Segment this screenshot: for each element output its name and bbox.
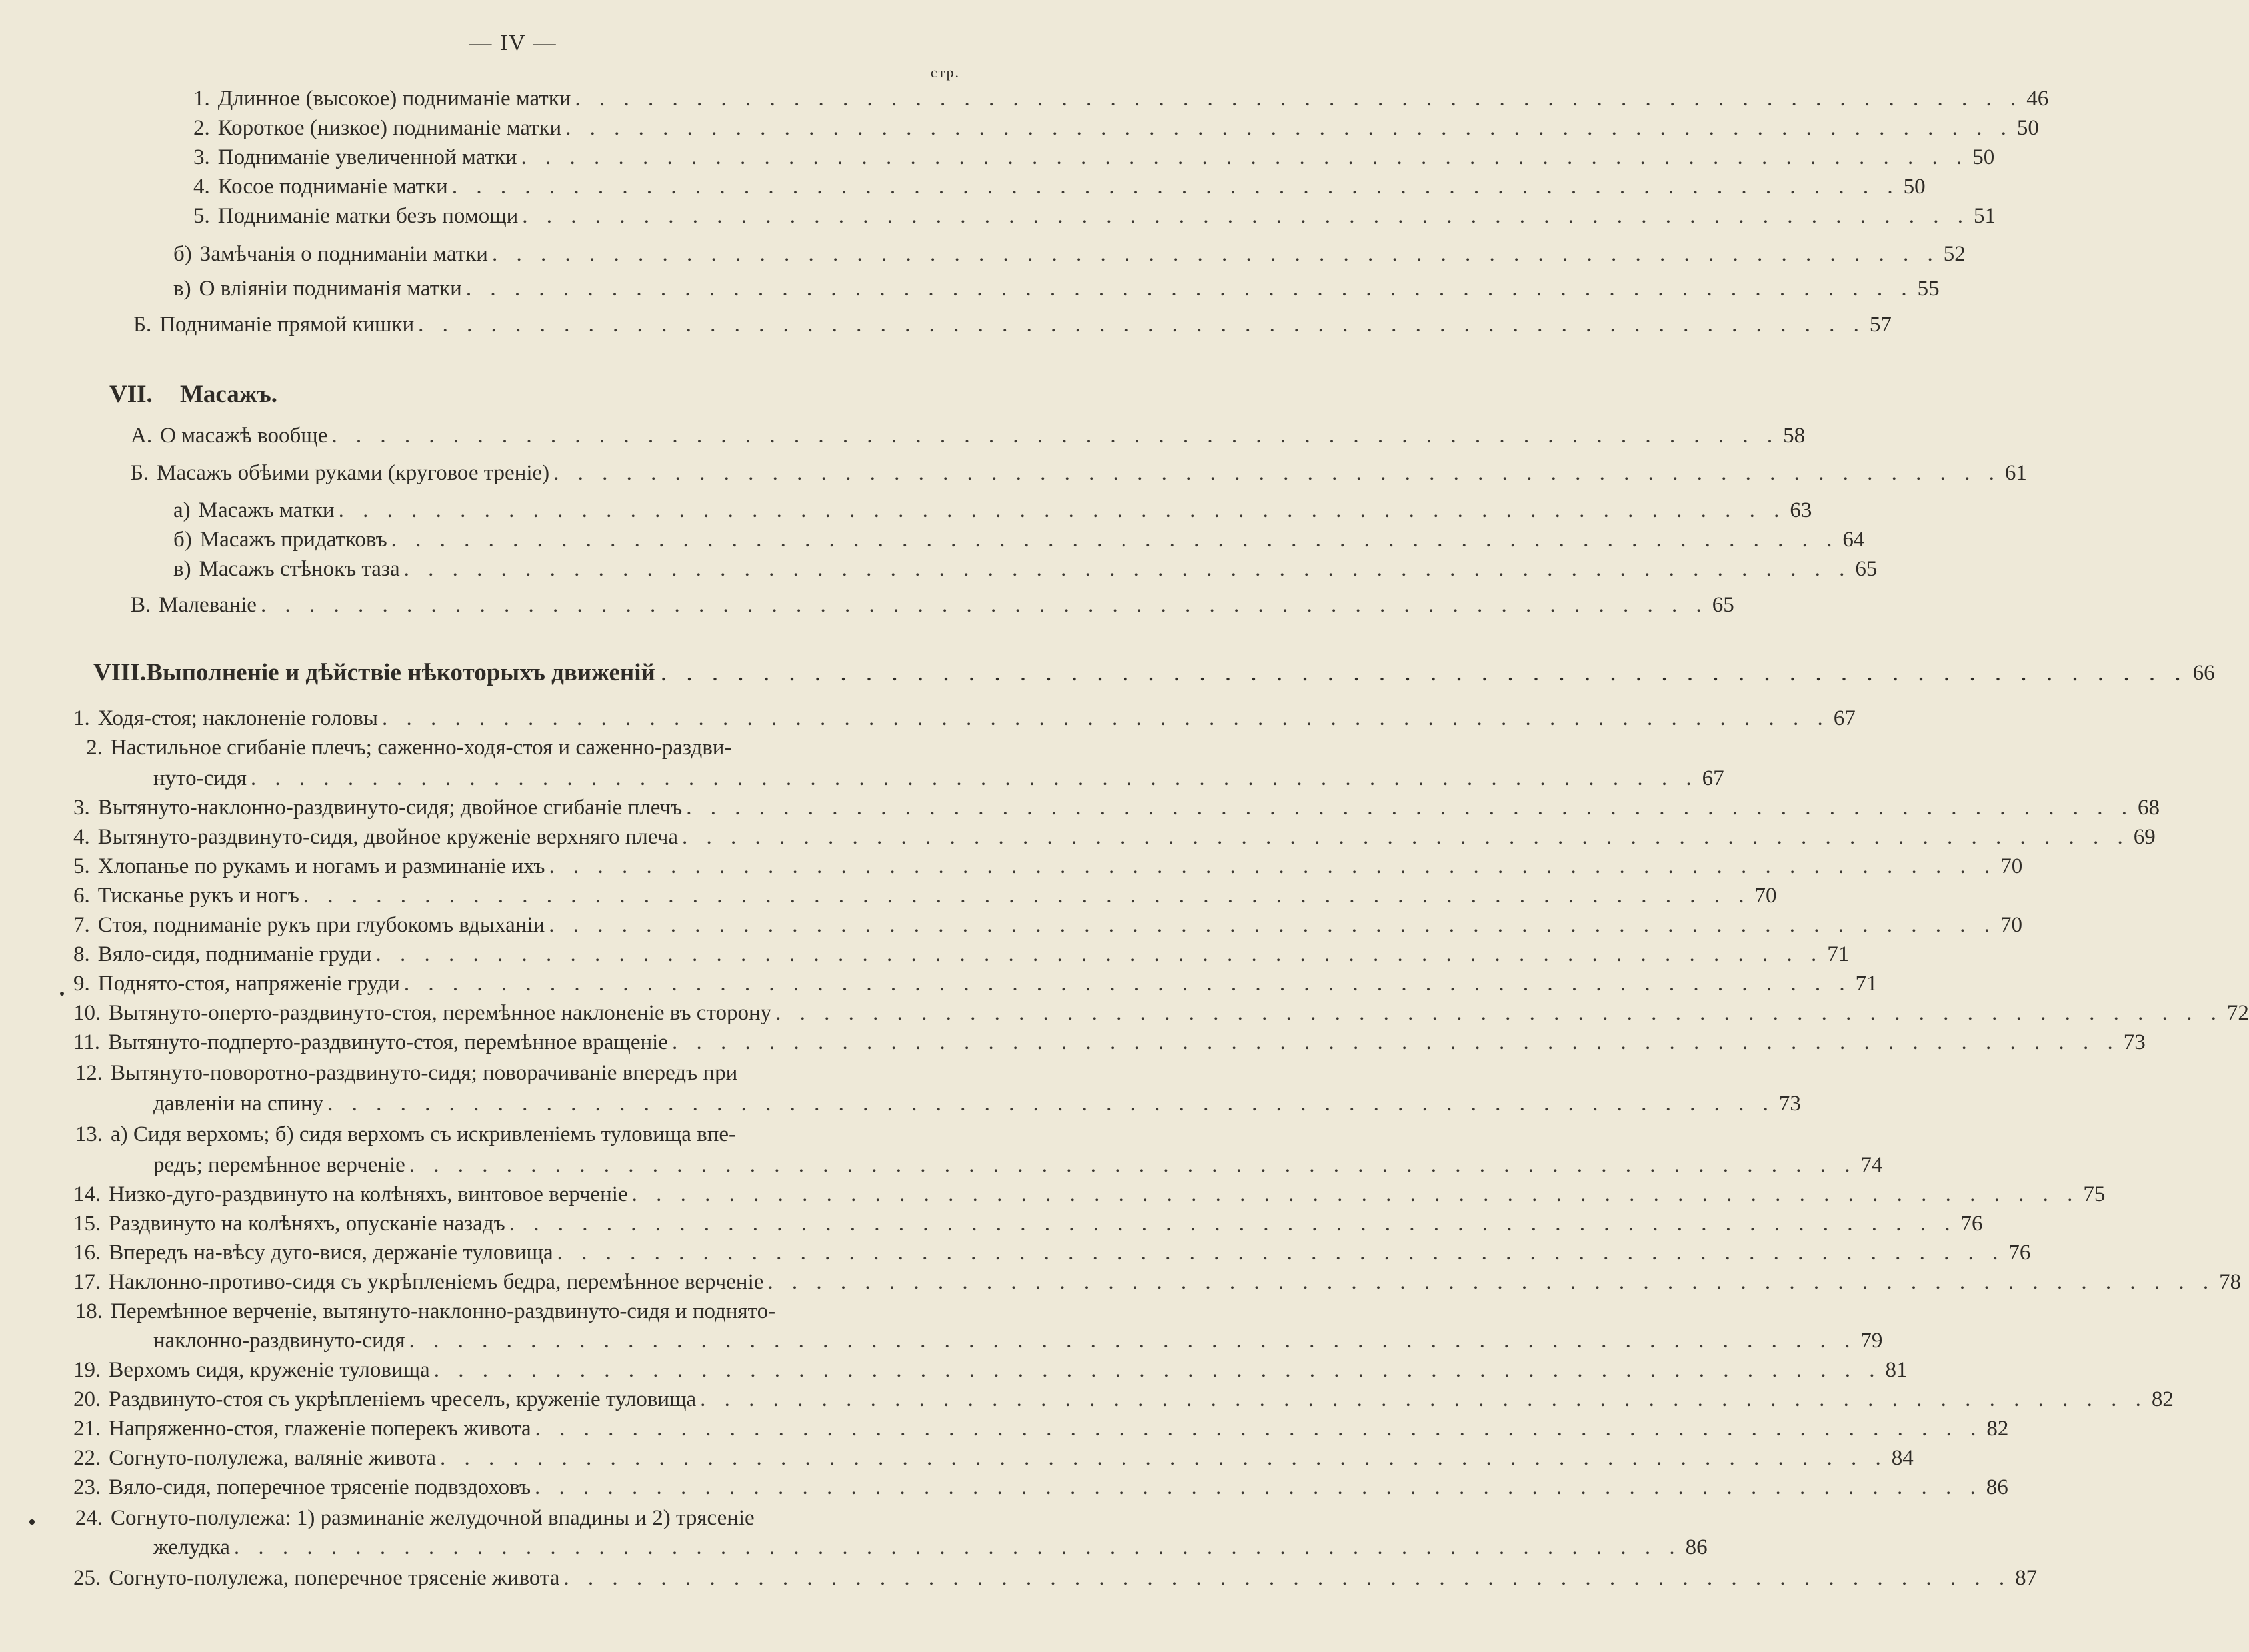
toc-entry [73, 1238, 2031, 1267]
section-heading-viii [93, 657, 2215, 689]
entry-page: 50 [2016, 116, 2039, 140]
entry-title: Согнуто-полулежа, валяніе живота [109, 1446, 437, 1470]
toc-entry [193, 201, 1996, 231]
entry-number: 3. [193, 145, 210, 169]
entry-title-continuation: наклонно-раздвинуто-сидя [153, 1329, 405, 1353]
toc-entry [73, 852, 2023, 881]
toc-entry [73, 1414, 2009, 1443]
toc-entry [73, 1473, 2008, 1502]
entry-title: Настильное сгибаніе плечъ; саженно-ходя-стоя и саженно-раздви- [111, 736, 732, 760]
dot-leader: . . . . . . . . . . . . . . . . . . . . . . . . . . . . . . . . . . . . . . . . . . . . . . . . . . . . . . . . . . . . [509, 1212, 1957, 1236]
page-number-header: — IV — [469, 31, 557, 55]
entry-title: О вліяніи подниманія матки [199, 277, 462, 301]
toc-entry [73, 940, 1850, 969]
entry-page: 82 [1986, 1417, 2009, 1441]
dot-leader: . . . . . . . . . . . . . . . . . . . . . . . . . . . . . . . . . . . . . . . . . . . . . . . . . . . . . . . . . . . . [671, 1030, 2120, 1054]
section-number: VIII. [93, 659, 147, 686]
entry-title: Согнуто-полулежа, поперечное трясеніе живота [109, 1566, 560, 1590]
entry-title: Подниманіе матки безъ помощи [217, 204, 519, 228]
entry-page: 71 [1855, 972, 1878, 996]
entry-number: 7. [73, 913, 90, 937]
entry-title: Короткое (низкое) подниманіе матки [217, 116, 562, 140]
section-page: 66 [2192, 661, 2215, 685]
entry-title-continuation: давленіи на спину [153, 1092, 324, 1116]
entry-page: 84 [1891, 1446, 1914, 1470]
entry-number: а) [173, 498, 191, 522]
toc-entry [133, 310, 1892, 339]
entry-page: 71 [1827, 942, 1850, 966]
entry-page: 55 [1917, 277, 1940, 301]
dot-leader: . . . . . . . . . . . . . . . . . . . . . . . . . . . . . . . . . . . . . . . . . . . . . . . . . . . . . . . . . . . . [491, 242, 1940, 266]
entry-number: 10. [73, 1001, 101, 1025]
toc-entry [131, 458, 2027, 488]
entry-title: О масажѣ вообще [160, 424, 328, 448]
entry-title: Стоя, подниманіе рукъ при глубокомъ вдыханіи [97, 913, 545, 937]
toc-entry [193, 143, 1995, 172]
dot-leader: . . . . . . . . . . . . . . . . . . . . . . . . . . . . . . . . . . . . . . . . . . . . . . . . . . . . . . . . . . . . [575, 87, 2023, 111]
dot-leader: . . . . . . . . . . . . . . . . . . . . . . . . . . . . . . . . . . . . . . . . . . . . . . . . . . . . . . . . . . . . [700, 1387, 2148, 1411]
entry-number: 21. [73, 1417, 101, 1441]
entry-number: 4. [73, 825, 90, 849]
entry-number: 2. [86, 736, 103, 760]
toc-entry [73, 1443, 1914, 1473]
entry-page: 63 [1790, 498, 1812, 522]
entry-page: 72 [2226, 1001, 2249, 1025]
toc-entry [73, 1355, 1908, 1385]
toc-entry [173, 274, 1940, 303]
entry-number: в) [173, 557, 191, 581]
entry-title: Масажъ стѣнокъ таза [199, 557, 400, 581]
toc-entry-continuation [153, 1089, 1801, 1118]
toc-entry [173, 525, 1865, 554]
entry-page: 57 [1869, 313, 1892, 337]
entry-number: 23. [73, 1475, 101, 1499]
dot-leader: . . . . . . . . . . . . . . . . . . . . . . . . . . . . . . . . . . . . . . . . . . . . . . . . . . . . . . . . . . . . [549, 913, 1996, 937]
entry-number: в) [173, 277, 191, 301]
entry-title-continuation: редъ; перемѣнное верченіе [153, 1153, 405, 1177]
entry-page: 52 [1943, 242, 1966, 266]
dot-leader: . . . . . . . . . . . . . . . . . . . . . . . . . . . . . . . . . . . . . . . . . . . . . . . . . . . . . . . . . . . . [233, 1535, 1682, 1559]
entry-title: Вытянуто-раздвинуто-сидя, двойное круженіе верхняго плеча [97, 825, 678, 849]
entry-page: 50 [1903, 175, 1926, 199]
entry-title-continuation: желудка [153, 1535, 230, 1559]
toc-entry-continuation [153, 1326, 1883, 1355]
entry-title: Малеваніе [159, 593, 257, 617]
dot-leader: . . . . . . . . . . . . . . . . . . . . . . . . . . . . . . . . . . . . . . . . . . . . . . . . . . . . . . . . . . . . [686, 796, 2134, 820]
dot-leader: . . . . . . . . . . . . . . . . . . . . . . . . . . . . . . . . . . . . . . . . . . . . . . . . . . . . . . . . . . . . [433, 1358, 1882, 1382]
print-speck [60, 992, 64, 996]
section-title: Масажъ. [180, 381, 277, 408]
entry-title: Масажъ обѣими руками (круговое треніе) [157, 461, 550, 485]
toc-entry-continuation [153, 1533, 1708, 1562]
toc-entry [173, 554, 1878, 584]
entry-page: 73 [2123, 1030, 2146, 1054]
entry-number: 2. [193, 116, 210, 140]
entry-page: 58 [1783, 424, 1806, 448]
toc-entry [73, 969, 1878, 998]
entry-page: 82 [2151, 1387, 2174, 1411]
dot-leader: . . . . . . . . . . . . . . . . . . . . . . . . . . . . . . . . . . . . . . . . . . . . . . . . . . . . . . . . . . . . [767, 1270, 2216, 1294]
entry-title: Замѣчанія о подниманіи матки [199, 242, 488, 266]
entry-number: 16. [73, 1241, 101, 1265]
dot-leader: . . . . . . . . . . . . . . . . . . . . . . . . . . . . . . . . . . . . . . . . . . . . . . . . . . . . . . . . . . . . [522, 204, 1970, 228]
dot-leader: . . . . . . . . . . . . . . . . . . . . . . . . . . . . . . . . . . . . . . . . . . . . . . . . . . . . . . . . . . . . [403, 557, 1852, 581]
entry-number: В. [131, 593, 151, 617]
toc-entry [73, 793, 2160, 822]
dot-leader: . . . . . . . . . . . . . . . . . . . . . . . . . . . . . . . . . . . . . . . . . . . . . . . . . . . . . . . . . . . . [549, 854, 1997, 878]
entry-number: 8. [73, 942, 90, 966]
entry-number: 20. [73, 1387, 101, 1411]
entry-title: Вытянуто-оперто-раздвинуто-стоя, перемѣнное наклоненіе въ сторону [109, 1001, 772, 1025]
entry-page: 81 [1885, 1358, 1908, 1382]
section-title: Выполненіе и дѣйствіе нѣкоторыхъ движеній [146, 659, 655, 686]
dot-leader: . . . . . . . . . . . . . . . . . . . . . . . . . . . . . . . . . . . . . . . . . . . . . . . . . . . . . . . . . . . . [451, 175, 1900, 199]
dot-leader: . . . . . . . . . . . . . . . . . . . . . . . . . . . . . . . . . . . . . . . . . . . . . . . . . . . . . . . . . . . . [303, 884, 1751, 908]
entry-number: 5. [193, 204, 210, 228]
entry-number: 18. [75, 1299, 103, 1323]
entry-number: 11. [73, 1030, 101, 1054]
entry-title: Вяло-сидя, поперечное трясеніе подвздоховъ [109, 1475, 531, 1499]
toc-entry [73, 733, 960, 762]
toc-entry [131, 421, 1806, 450]
entry-number: 3. [73, 796, 90, 820]
toc-entry [73, 1209, 1983, 1238]
entry-page: 50 [1972, 145, 1995, 169]
dot-leader: . . . . . . . . . . . . . . . . . . . . . . . . . . . . . . . . . . . . . . . . . . . . . . . . . . . . . . . . . . . . [631, 1182, 2080, 1206]
entry-title: Напряженно-стоя, глаженіе поперекъ живота [109, 1417, 531, 1441]
entry-number: 9. [73, 972, 90, 996]
entry-title: Низко-дуго-раздвинуто на колѣняхъ, винтовое верченіе [109, 1182, 628, 1206]
entry-title-continuation: нуто-сидя [153, 766, 247, 790]
dot-leader: . . . . . . . . . . . . . . . . . . . . . . . . . . . . . . . . . . . . . . . . . . . . . . . . . . . . . . . . . . . . [418, 313, 1866, 337]
toc-entry [73, 1267, 2242, 1297]
toc-entry [131, 590, 1734, 620]
entry-page: 67 [1702, 766, 1724, 790]
entry-title: Впередъ на-вѣсу дуго-вися, держаніе туловища [109, 1241, 553, 1265]
entry-number: Б. [131, 461, 149, 485]
section-number: VII. [109, 381, 153, 408]
entry-title: Поднято-стоя, напряженіе груди [97, 972, 400, 996]
entry-number: 19. [73, 1358, 101, 1382]
entry-page: 46 [2026, 87, 2049, 111]
dot-leader: . . . . . . . . . . . . . . . . . . . . . . . . . . . . . . . . . . . . . . . . . . . . . . . . . . . . . . . . . . . . [409, 1153, 1857, 1177]
entry-title: Подниманіе увеличенной матки [217, 145, 517, 169]
toc-entry-continuation [153, 764, 1724, 793]
entry-page: 74 [1860, 1153, 1883, 1177]
toc-entry [73, 1297, 960, 1326]
dot-leader: . . . . . . . . . . . . . . . . . . . . . . . . . . . . . . . . . . . . . . . . . . . . . . . . . . . . . . . . . . . . [381, 706, 1830, 730]
toc-entry [73, 1028, 2146, 1057]
toc-entry [193, 172, 1926, 201]
toc-entry [73, 1180, 2106, 1209]
toc-entry [73, 704, 1856, 733]
entry-title: Вытянуто-подперто-раздвинуто-стоя, перемѣнное вращеніе [108, 1030, 668, 1054]
entry-page: 70 [2000, 913, 2022, 937]
entry-page: 86 [1986, 1475, 2008, 1499]
entry-page: 69 [2133, 825, 2156, 849]
entry-page: 68 [2137, 796, 2160, 820]
entry-page: 73 [1778, 1092, 1801, 1116]
entry-number: 12. [75, 1061, 103, 1085]
entry-title: Вытянуто-поворотно-раздвинуто-сидя; поворачиваніе впередъ при [111, 1061, 738, 1085]
entry-number: А. [131, 424, 153, 448]
toc-entry [73, 1503, 960, 1533]
dot-leader: . . . . . . . . . . . . . . . . . . . . . . . . . . . . . . . . . . . . . . . . . . . . . . . . . . . . . . . . . . . . [535, 1417, 1983, 1441]
dot-leader: . . . . . . . . . . . . . . . . . . . . . . . . . . . . . . . . . . . . . . . . . . . . . . . . . . . . . . . . . . . . [557, 1241, 2005, 1265]
entry-page: 70 [1754, 884, 1777, 908]
entry-page: 70 [2000, 854, 2023, 878]
entry-number: 22. [73, 1446, 101, 1470]
dot-leader: . . . . . . . . . . . . . . . . . . . . . . . . . . . . . . . . . . . . . . . . . . . . . . . . . . . . . . . . . . . . [391, 528, 1839, 552]
entry-title: Ходя-стоя; наклоненіе головы [97, 706, 378, 730]
print-speck [29, 1519, 35, 1525]
entry-title: а) Сидя верхомъ; б) сидя верхомъ съ искривленіемъ туловища впе- [111, 1122, 737, 1146]
entry-page: 65 [1855, 557, 1878, 581]
entry-title: Вытянуто-наклонно-раздвинуто-сидя; двойное сгибаніе плечъ [97, 796, 683, 820]
entry-number: 1. [193, 87, 210, 111]
page-column-label: стр. [930, 64, 960, 81]
entry-title: Верхомъ сидя, круженіе туловища [109, 1358, 430, 1382]
dot-leader: . . . . . . . . . . . . . . . . . . . . . . . . . . . . . . . . . . . . . . . . . . . . . . . . . . . . . . . . . . . . [250, 766, 1698, 790]
toc-entry [173, 496, 1812, 525]
entry-page: 51 [1974, 204, 1996, 228]
entry-page: 67 [1833, 706, 1856, 730]
entry-title: Согнуто-полулежа: 1) разминаніе желудочной впадины и 2) трясеніе [111, 1506, 755, 1530]
entry-number: 17. [73, 1270, 101, 1294]
entry-page: 87 [2015, 1566, 2038, 1590]
section-heading-vii [109, 379, 576, 411]
dot-leader: . . . . . . . . . . . . . . . . . . . . . . . . . . . . . . . . . . . . . . . . . . . . . . . . . . . . . . . . . . . . [338, 498, 1786, 522]
entry-number: 1. [73, 706, 90, 730]
toc-entry-continuation [153, 1150, 1883, 1180]
dot-leader: . . . . . . . . . . . . . . . . . . . . . . . . . . . . . . . . . . . . . . . . . . . . . . . . . . . . . . . . . . . . [535, 1475, 1982, 1499]
entry-title: Вяло-сидя, подниманіе груди [97, 942, 372, 966]
entry-number: 4. [193, 175, 210, 199]
toc-entry [73, 1058, 960, 1088]
dot-leader: . . . . . . . . . . . . . . . . . . . . . . . . . . . . . . . . . . . . . . . . . . . . . . . . . . . . . . . . . . . . [331, 424, 1780, 448]
entry-title: Раздвинуто-стоя съ укрѣпленіемъ чреселъ, круженіе туловища [109, 1387, 697, 1411]
entry-number: б) [173, 242, 192, 266]
toc-entry [73, 881, 1777, 910]
entry-title: Тисканье рукъ и ногъ [97, 884, 299, 908]
dot-leader: . . . . . . . . . . . . . . . . . . . . . . . . . . . . . . . . . . . . . . . . . . . . . . . . . . . . . . . . . . . . [521, 145, 1969, 169]
entry-page: 61 [2004, 461, 2027, 485]
dot-leader: . . . . . . . . . . . . . . . . . . . . . . . . . . . . . . . . . . . . . . . . . . . . . . . . . . . . . . . . . . . . [403, 972, 1852, 996]
entry-title: Хлопанье по рукамъ и ногамъ и разминаніе ихъ [97, 854, 545, 878]
entry-number: 5. [73, 854, 90, 878]
entry-page: 78 [2219, 1270, 2242, 1294]
toc-entry [193, 84, 2049, 113]
entry-title: Перемѣнное верченіе, вытянуто-наклонно-раздвинуто-сидя и поднято- [111, 1299, 776, 1323]
dot-leader: . . . . . . . . . . . . . . . . . . . . . . . . . . . . . . . . . . . . . . . . . . . . . . . . . . . . . . . . . . . . [465, 277, 1914, 301]
toc-entry [73, 1385, 2174, 1414]
entry-number: 13. [75, 1122, 103, 1146]
toc-entry [73, 1120, 960, 1149]
entry-page: 64 [1842, 528, 1865, 552]
entry-title: Масажъ придатковъ [199, 528, 387, 552]
dot-leader: . . . . . . . . . . . . . . . . . . . . . . . . . . . . . . . . . . . . . . . . . . . . . . . . . . . . . . . . . . . . [553, 461, 2001, 485]
dot-leader: . . . . . . . . . . . . . . . . . . . . . . . . . . . . . . . . . . . . . . . . . . . . . . . . . . . . . . . . . . . . [565, 116, 2013, 140]
entry-title: Масажъ матки [198, 498, 335, 522]
entry-number: 25. [73, 1566, 101, 1590]
entry-page: 65 [1712, 593, 1734, 617]
toc-entry [73, 910, 2022, 940]
entry-number: 15. [73, 1212, 101, 1236]
entry-number: 14. [73, 1182, 101, 1206]
entry-title: Наклонно-противо-сидя съ укрѣпленіемъ бедра, перемѣнное верченіе [109, 1270, 764, 1294]
entry-number: б) [173, 528, 192, 552]
dot-leader: . . . . . . . . . . . . . . . . . . . . . . . . . . . . . . . . . . . . . . . . . . . . . . . . . . . . . . . . . . . . [375, 942, 1824, 966]
dot-leader: . . . . . . . . . . . . . . . . . . . . . . . . . . . . . . . . . . . . . . . . . . . . . . . . . . . . . . . . . . . . [681, 825, 2130, 849]
dot-leader: . . . . . . . . . . . . . . . . . . . . . . . . . . . . . . . . . . . . . . . . . . . . . . . . . . . . . . . . . . . . [409, 1329, 1857, 1353]
entry-page: 86 [1685, 1535, 1708, 1559]
entry-page: 76 [1960, 1212, 1983, 1236]
dot-leader: . . . . . . . . . . . . . . . . . . . . . . . . . . . . . . . . . . . . . . . . . . . . . . . . . . . . . . . . . . . . [775, 1001, 2223, 1025]
entry-title: Подниманіе прямой кишки [159, 313, 415, 337]
entry-title: Косое подниманіе матки [217, 175, 448, 199]
entry-page: 75 [2083, 1182, 2106, 1206]
toc-entry [193, 113, 2039, 143]
entry-title: Длинное (высокое) подниманіе матки [217, 87, 571, 111]
dot-leader: . . . . . . . . . . . . . . . . . . . . . . . . . . . . . . . . . . . . . . . . . . . . . . . . . . . . . . . . . . . . [260, 593, 1708, 617]
toc-entry [73, 998, 2249, 1028]
entry-number: 24. [75, 1506, 103, 1530]
dot-leader: . . . . . . . . . . . . . . . . . . . . . . . . . . . . . . . . . . . . . . . . . . . . . . . . . . . . . . . . . . . . [660, 659, 2188, 686]
entry-number: Б. [133, 313, 152, 337]
toc-entry [173, 239, 1966, 269]
toc-entry [73, 1563, 2038, 1593]
entry-number: 6. [73, 884, 90, 908]
entry-page: 76 [2008, 1241, 2031, 1265]
entry-title: Раздвинуто на колѣняхъ, опусканіе назадъ [109, 1212, 505, 1236]
dot-leader: . . . . . . . . . . . . . . . . . . . . . . . . . . . . . . . . . . . . . . . . . . . . . . . . . . . . . . . . . . . . [327, 1092, 1775, 1116]
dot-leader: . . . . . . . . . . . . . . . . . . . . . . . . . . . . . . . . . . . . . . . . . . . . . . . . . . . . . . . . . . . . [563, 1566, 2012, 1590]
entry-page: 79 [1860, 1329, 1883, 1353]
toc-entry [73, 822, 2156, 852]
dot-leader: . . . . . . . . . . . . . . . . . . . . . . . . . . . . . . . . . . . . . . . . . . . . . . . . . . . . . . . . . . . . [440, 1446, 1888, 1470]
